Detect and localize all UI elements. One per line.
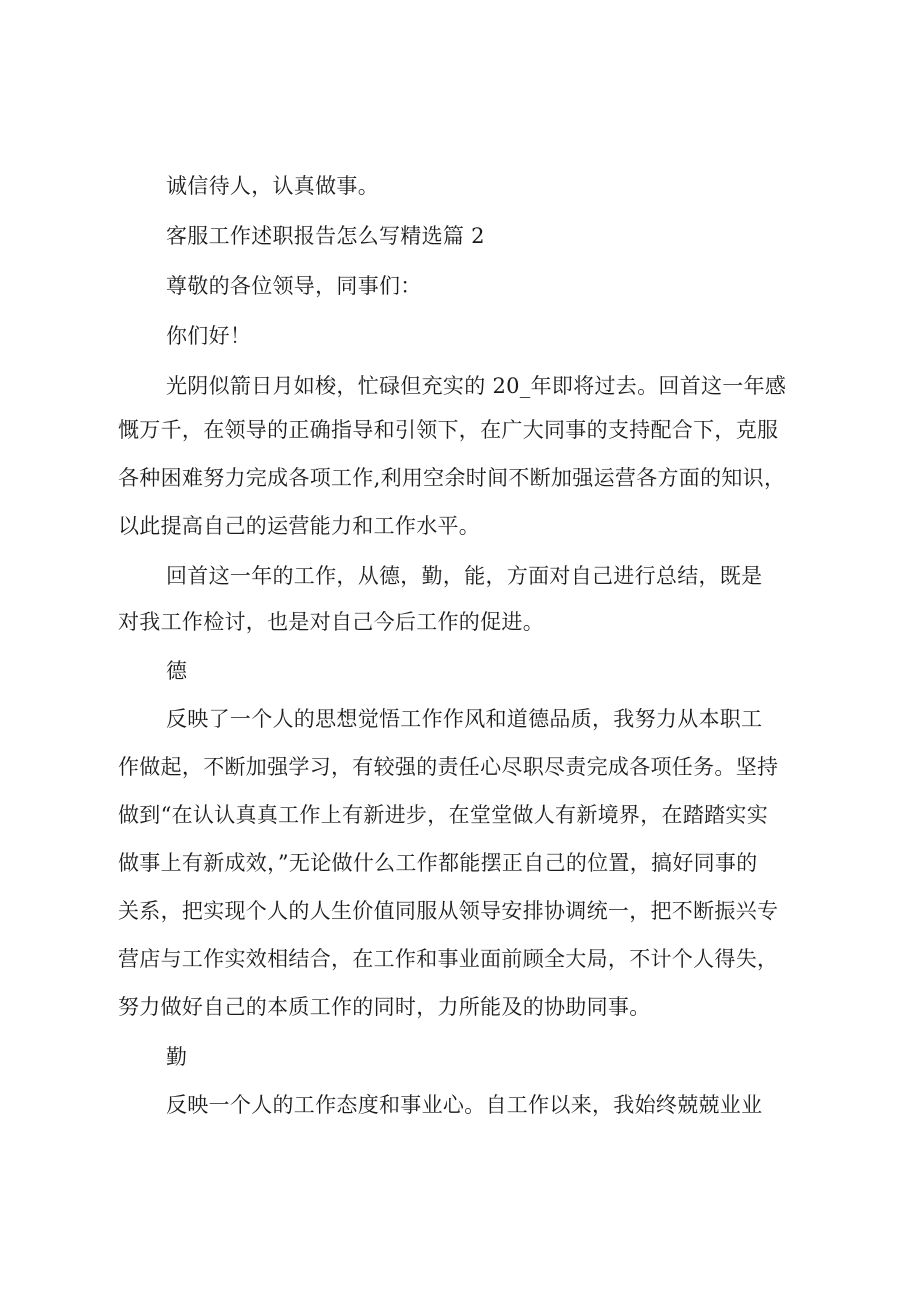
- paragraph-de-line: 做事上有新成效，”无论做什么工作都能摆正自己的位置，搞好同事的: [118, 851, 758, 875]
- paragraph-de-line: 营店与工作实效相结合，在工作和事业面前顾全大局，不计个人得失，: [118, 947, 779, 971]
- paragraph-de-line: 努力做好自己的本质工作的同时，力所能及的协助同事。: [118, 995, 651, 1019]
- paragraph-intro-line: 慨万千，在领导的正确指导和引领下，在广大同事的支持配合下，克服: [118, 418, 779, 442]
- paragraph-intro-line: 以此提高自己的运营能力和工作水平。: [118, 514, 481, 538]
- salutation: 尊敬的各位领导，同事们：: [166, 274, 422, 298]
- paragraph-review-line: 对我工作检讨，也是对自己今后工作的促进。: [118, 610, 544, 634]
- subheading-qin: 勤: [166, 1045, 188, 1069]
- paragraph-de-line: 反映了一个人的思想觉悟工作作风和道德品质，我努力从本职工: [166, 707, 763, 731]
- paragraph-review-line: 回首这一年的工作，从德，勤，能，方面对自己进行总结，既是: [166, 564, 763, 588]
- subheading-de: 德: [166, 659, 188, 683]
- paragraph-closing-line: 诚信待人，认真做事。: [166, 174, 379, 198]
- paragraph-de-line: 作做起，不断加强学习，有较强的责任心尽职尽责完成各项任务。坚持: [118, 755, 779, 779]
- paragraph-intro-line: 各种困难努力完成各项工作,利用空余时间不断加强运营各方面的知识，: [118, 466, 786, 490]
- paragraph-de-line: 关系，把实现个人的人生价值同服从领导安排协调统一，把不断振兴专: [118, 899, 779, 923]
- paragraph-de-line: 做到“在认认真真工作上有新进步，在堂堂做人有新境界，在踏踏实实: [118, 803, 769, 827]
- section-title: 客服工作述职报告怎么写精选篇 2: [166, 224, 485, 248]
- paragraph-intro-line: 光阴似箭日月如梭，忙碌但充实的 20_年即将过去。回首这一年感: [166, 374, 787, 398]
- paragraph-qin-line: 反映一个人的工作态度和事业心。自工作以来，我始终兢兢业业: [166, 1093, 763, 1117]
- greeting: 你们好！: [166, 324, 252, 348]
